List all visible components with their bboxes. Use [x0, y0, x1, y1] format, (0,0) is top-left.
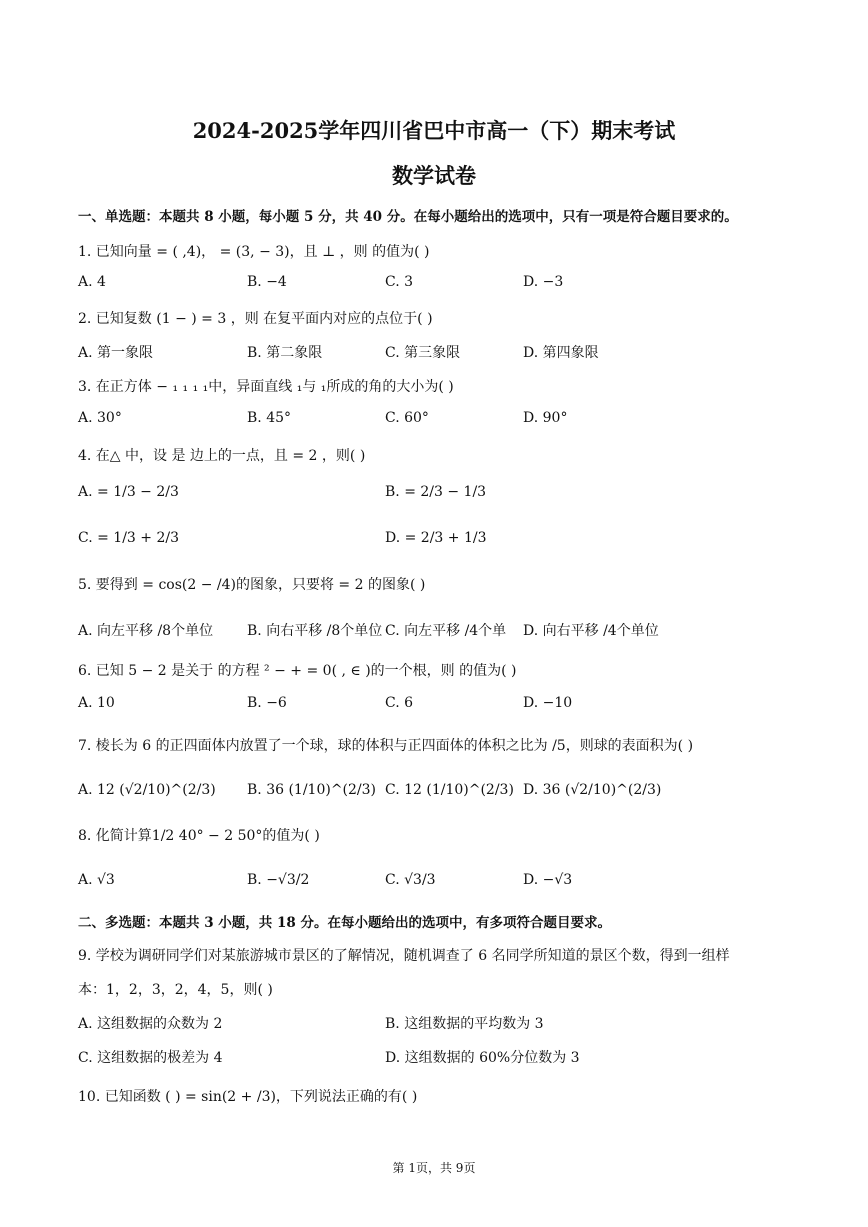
- question-10-stem: 10. 已知函数 ( ) = sin(2 + /3)，下列说法正确的有( ): [78, 1089, 418, 1105]
- q6-option-b: B. −6: [247, 695, 287, 711]
- q9-option-b: B. 这组数据的平均数为 3: [385, 1016, 544, 1032]
- q3-option-a: A. 30°: [78, 410, 122, 426]
- q9-option-d: D. 这组数据的 60%分位数为 3: [385, 1050, 580, 1066]
- q7-option-b: B. 36 (1/10)^(2/3): [247, 782, 377, 798]
- q8-option-d: D. −√3: [523, 872, 573, 888]
- q9-option-a: A. 这组数据的众数为 2: [78, 1016, 223, 1032]
- q2-option-a: A. 第一象限: [78, 345, 154, 361]
- question-5-stem: 5. 要得到 = cos(2 − /4)的图象，只要将 = 2 的图象( ): [78, 577, 426, 593]
- q6-option-a: A. 10: [78, 695, 115, 711]
- question-3-stem: 3. 在正方体 − ₁ ₁ ₁ ₁中，异面直线 ₁与 ₁所成的角的大小为( ): [78, 379, 454, 395]
- q2-option-d: D. 第四象限: [523, 345, 599, 361]
- q4-option-b: B. = 2/3 − 1/3: [385, 484, 487, 500]
- q8-option-b: B. −√3/2: [247, 872, 310, 888]
- q9-option-c: C. 这组数据的极差为 4: [78, 1050, 223, 1066]
- section-multi-choice: 二、多选题：本题共 3 小题，共 18 分。在每小题给出的选项中，有多项符合题目要求。: [78, 915, 611, 931]
- q6-option-d: D. −10: [523, 695, 573, 711]
- q1-option-c: C. 3: [385, 274, 414, 290]
- q4-option-c: C. = 1/3 + 2/3: [78, 530, 179, 546]
- exam-title: 2024-2025学年四川省巴中市高一（下）期末考试: [192, 118, 676, 143]
- q2-option-b: B. 第二象限: [247, 345, 323, 361]
- q5-option-b: B. 向右平移 /8个单位: [247, 623, 383, 639]
- q4-option-d: D. = 2/3 + 1/3: [385, 530, 487, 546]
- question-7-stem: 7. 棱长为 6 的正四面体内放置了一个球，球的体积与正四面体的体积之比为 /5，则球的表面积为( ): [78, 738, 694, 754]
- q1-option-d: D. −3: [523, 274, 564, 290]
- q7-option-d: D. 36 (√2/10)^(2/3): [523, 782, 662, 798]
- q6-option-c: C. 6: [385, 695, 414, 711]
- exam-subtitle: 数学试卷: [392, 163, 476, 188]
- q8-option-a: A. √3: [78, 872, 115, 888]
- question-2-stem: 2. 已知复数 (1 − ) = 3 ，则 在复平面内对应的点位于( ): [78, 311, 433, 327]
- question-6-stem: 6. 已知 5 − 2 是关于 的方程 ² − + = 0( , ∈ )的一个根，则 的值为( ): [78, 663, 517, 679]
- question-1-stem: 1. 已知向量 = ( ,4)， = (3, − 3)，且 ⊥ ，则 的值为( ): [78, 244, 430, 260]
- question-9-stem-cont: 本：1，2，3，2，4，5，则( ): [78, 982, 273, 998]
- q4-option-a: A. = 1/3 − 2/3: [78, 484, 179, 500]
- q1-option-a: A. 4: [78, 274, 106, 290]
- q3-option-c: C. 60°: [385, 410, 429, 426]
- q5-option-a: A. 向左平移 /8个单位: [78, 623, 214, 639]
- q7-option-c: C. 12 (1/10)^(2/3): [385, 782, 514, 798]
- q8-option-c: C. √3/3: [385, 872, 436, 888]
- section-single-choice: 一、单选题：本题共 8 小题，每小题 5 分，共 40 分。在每小题给出的选项中，只有一项是符合题目要求的。: [78, 209, 738, 225]
- q2-option-c: C. 第三象限: [385, 345, 461, 361]
- q7-option-a: A. 12 (√2/10)^(2/3): [78, 782, 216, 798]
- q3-option-d: D. 90°: [523, 410, 568, 426]
- question-4-stem: 4. 在△ 中，设 是 边上的一点，且 = 2 ，则( ): [78, 448, 366, 464]
- q1-option-b: B. −4: [247, 274, 287, 290]
- question-8-stem: 8. 化简计算1/2 40° − 2 50°的值为( ): [78, 828, 320, 844]
- q3-option-b: B. 45°: [247, 410, 292, 426]
- q5-option-d: D. 向右平移 /4个单位: [523, 623, 659, 639]
- question-9-stem: 9. 学校为调研同学们对某旅游城市景区的了解情况，随机调查了 6 名同学所知道的景区个数，得到一组样: [78, 948, 730, 964]
- page-footer: 第 1页，共 9页: [392, 1161, 476, 1175]
- q5-option-c: C. 向左平移 /4个单: [385, 623, 507, 639]
